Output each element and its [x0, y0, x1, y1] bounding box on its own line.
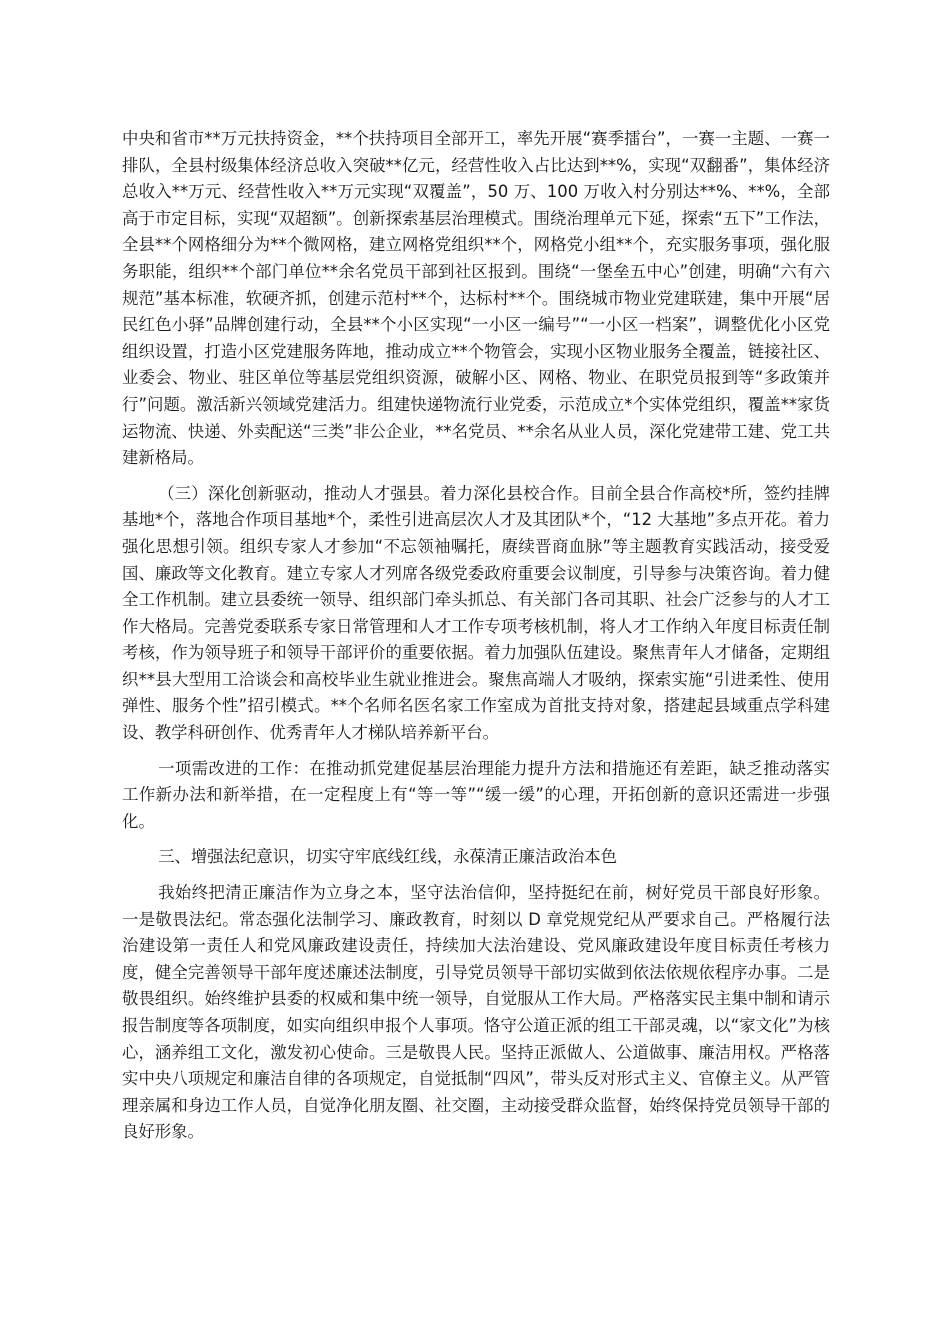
paragraph-grassroots-governance: 中央和省市**万元扶持资金，**个扶持项目全部开工，率先开展“赛季擂台”，一赛一主题、一赛一排队，全县村级集体经济总收入突破**亿元，经营性收入占比达到**%，实现“双翻番”，集体经济总收入**万元、经营性收入**万元实现“双覆盖”，50 万、100 万收入村分别达**%、**%，全部高于市定目标，实现“双超额”。创新探索基层治理模式。围绕治理单元下延，探索“五下”工作法，全县**个网格细分为**个微网格，建立网格党组织**个，网格党小组**个，充实服务事项，强化服务职能，组织**个部门单位**余名党员干部到社区报到。围绕“一堡垒五中心”创建，明确“六有六规范”基本标准，软硬齐抓，创建示范村**个，达标村**个。围绕城市物业党建联建，集中开展“居民红色小驿”品牌创建行动，全县**个小区实现“一小区一编号”“一小区一档案”，调整优化小区党组织设置，打造小区党建服务阵地，推动成立**个物管会，实现小区物业服务全覆盖，链接社区、业委会、物业、驻区单位等基层党组织资源，破解小区、网格、物业、在职党员报到等“多政策并行”问题。激活新兴领域党建活力。组建快递物流行业党委，示范成立*个实体党组织，覆盖**家货运物流、快递、外卖配送“三类”非公企业，**名党员、**余名从业人员，深化党建带工建、党工共建新格局。 — [122, 129, 830, 468]
paragraph-integrity: 我始终把清正廉洁作为立身之本，坚守法治信仰，坚持挺纪在前，树好党员干部良好形象。一是敬畏法纪。常态强化法制学习、廉政教育，时刻以 D 章党规党纪从严要求自己。严格履行法治建设第一责任人和党风廉政建设责任，持续加大法治建设、党风廉政建设年度目标责任考核力度，健全完善领导干部年度述廉述法制度，引导党员领导干部切实做到依法依规依程序办事。二是敬畏组织。始终维护县委的权威和集中统一领导，自觉服从工作大局。严格落实民主集中制和请示报告制度等各项制度，如实向组织申报个人事项。恪守公道正派的组工干部灵魂，以“家文化”为核心，涵养组工文化，激发初心使命。三是敬畏人民。坚持正派做人、公道做事、廉洁用权。严格落实中央八项规定和廉洁自律的各项规定，自觉抵制“四风”，带头反对形式主义、官僚主义。从严管理亲属和身边工作人员，自觉净化朋友圈、社交圈，主动接受群众监督，始终保持党员领导干部的良好形象。 — [122, 883, 830, 1142]
section-heading-discipline: 三、增强法纪意识，切实守牢底线红线，永葆清正廉洁政治本色 — [158, 847, 618, 867]
paragraph-improvement-item: 一项需改进的工作：在推动抓党建促基层治理能力提升方法和措施还有差距，缺乏推动落实工作新办法和新举措，在一定程度上有“等一等”“缓一缓”的心理，开拓创新的意识还需进一步强化。 — [122, 758, 830, 831]
document-page — [122, 126, 830, 1155]
paragraph-talent-strategy: （三）深化创新驱动，推动人才强县。着力深化县校合作。目前全县合作高校*所，签约挂牌基地*个，落地合作项目基地*个，柔性引进高层次人才及其团队*个，“12 大基地”多点开花。着力强化思想引领。组织专家人才参加“不忘领袖嘱托，赓续晋商血脉”等主题教育实践活动，接受爱国、廉政等文化教育。建立专家人才列席各级党委政府重要会议制度，引导参与决策咨询。着力健全工作机制。建立县委统一领导、组织部门牵头抓总、有关部门各司其职、社会广泛参与的人才工作大格局。完善党委联系专家日常管理和人才工作专项考核机制，将人才工作纳入年度目标责任制考核，作为领导班子和领导干部评价的重要依据。着力加强队伍建设。聚焦青年人才储备，定期组织**县大型用工洽谈会和高校毕业生就业推进会。聚焦高端人才吸纳，探索实施“引进柔性、使用弹性、服务个性”招引模式。**个名师名医名家工作室成为首批支持对象，搭建起县域重点学科建设、教学科研创作、优秀青年人才梯队培养新平台。 — [122, 483, 830, 743]
